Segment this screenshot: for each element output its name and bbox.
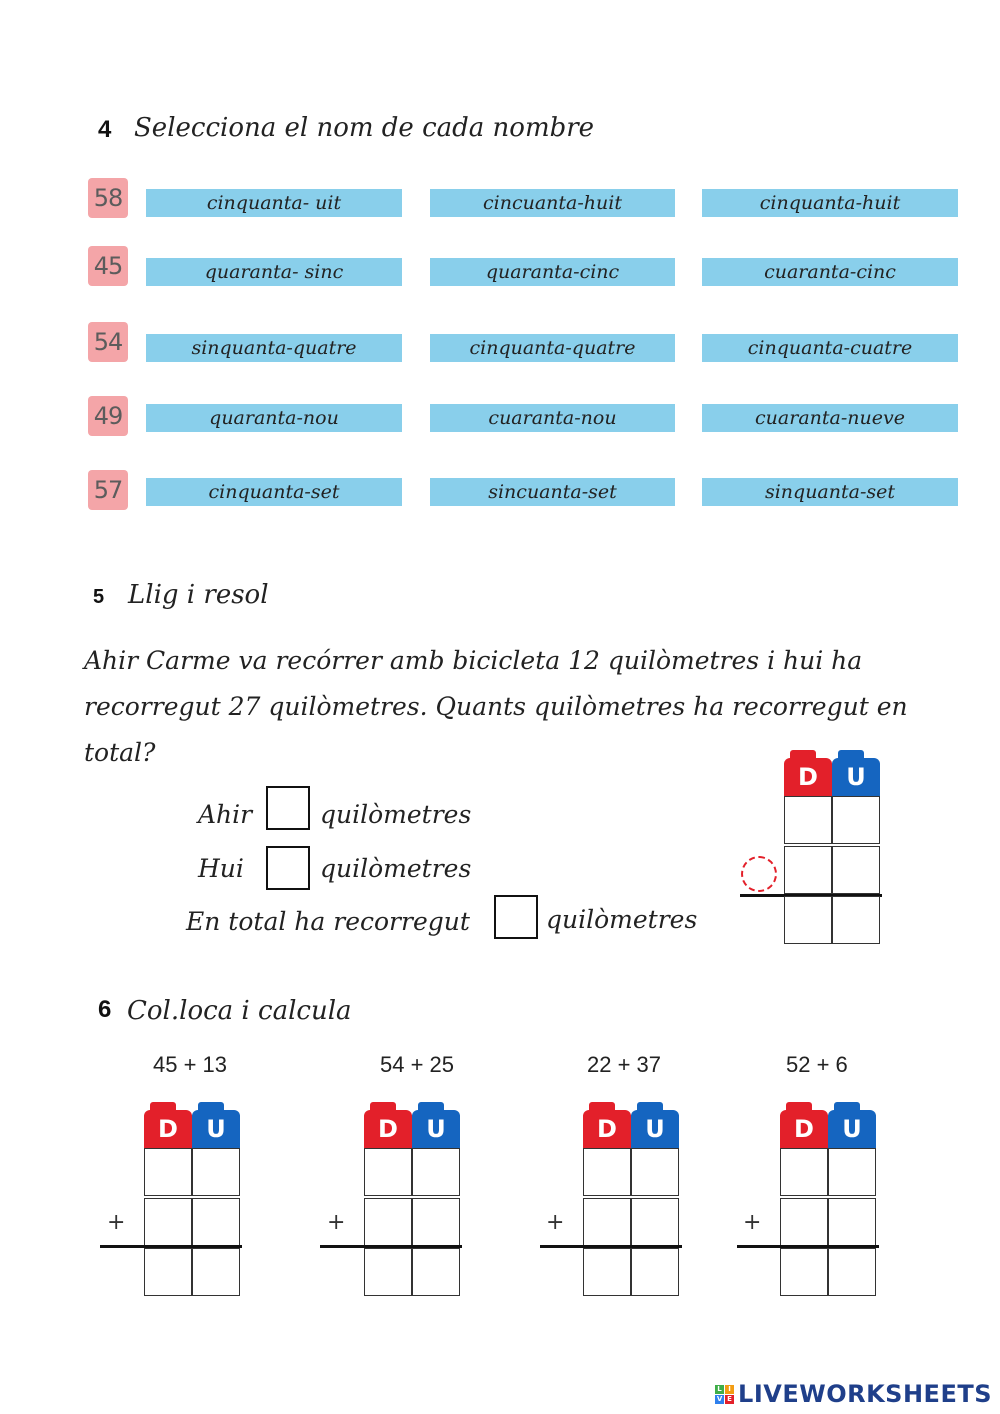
grid-cell[interactable]: [144, 1248, 192, 1296]
option-button[interactable]: cuaranta-nou: [430, 404, 675, 432]
tens-header: D: [364, 1110, 412, 1148]
liveworksheets-logo: [715, 1380, 992, 1408]
grid-cell[interactable]: [144, 1148, 192, 1196]
option-button[interactable]: cinquanta-quatre: [430, 334, 675, 362]
option-button[interactable]: cincuanta-huit: [430, 189, 675, 217]
logo-letter: L: [715, 1385, 724, 1394]
exercise-6-title: Col.loca i calcula: [127, 996, 352, 1026]
number-badge: 45: [88, 246, 128, 286]
grid-cell[interactable]: [583, 1198, 631, 1246]
grid-cell[interactable]: [631, 1148, 679, 1196]
exercise-5-title: Llig i resol: [128, 580, 269, 610]
option-button[interactable]: cinquanta-huit: [702, 189, 958, 217]
plus-sign: +: [107, 1210, 126, 1235]
units-header: U: [631, 1110, 679, 1148]
option-button[interactable]: quaranta-nou: [146, 404, 402, 432]
grid-cell[interactable]: [364, 1248, 412, 1296]
option-button[interactable]: cuaranta-nueve: [702, 404, 958, 432]
units-header: U: [412, 1110, 460, 1148]
grid-cell[interactable]: [412, 1148, 460, 1196]
option-button[interactable]: sinquanta-quatre: [146, 334, 402, 362]
grid-cell[interactable]: [192, 1148, 240, 1196]
grid-cell[interactable]: [780, 1198, 828, 1246]
answer-unit: quilòmetres: [320, 854, 472, 883]
grid-cell[interactable]: [828, 1148, 876, 1196]
problem-line: recorregut 27 quilòmetres. Quants quilòmetres ha recorregut en: [84, 692, 908, 721]
carry-circle: [741, 856, 777, 892]
answer-input-hui[interactable]: [266, 846, 310, 890]
problem-line: Ahir Carme va recórrer amb bicicleta 12 quilòmetres i hui ha: [84, 646, 863, 675]
units-header: U: [828, 1110, 876, 1148]
option-button[interactable]: quaranta-cinc: [430, 258, 675, 286]
plus-sign: +: [327, 1210, 346, 1235]
answer-label-hui: Hui: [198, 854, 244, 883]
answer-input-ahir[interactable]: [266, 786, 310, 830]
grid-cell[interactable]: [192, 1198, 240, 1246]
tens-header: D: [144, 1110, 192, 1148]
logo-letter: V: [716, 1394, 723, 1403]
grid-cell[interactable]: [144, 1198, 192, 1246]
problem-text: [84, 638, 964, 776]
option-button[interactable]: cinquanta-cuatre: [702, 334, 958, 362]
grid-cell[interactable]: [784, 846, 832, 894]
grid-cell[interactable]: [631, 1248, 679, 1296]
grid-cell[interactable]: [832, 846, 880, 894]
exercise-6-number: 6: [98, 996, 112, 1023]
logo-letter: E: [725, 1395, 734, 1404]
tens-header: D: [780, 1110, 828, 1148]
grid-cell[interactable]: [364, 1148, 412, 1196]
number-badge: 58: [88, 178, 128, 218]
units-header: U: [832, 758, 880, 796]
logo-mark-icon: [715, 1385, 734, 1404]
answer-input-total[interactable]: [494, 895, 538, 939]
grid-cell[interactable]: [832, 796, 880, 844]
answer-unit: quilòmetres: [546, 905, 698, 934]
option-button[interactable]: sincuanta-set: [430, 478, 675, 506]
option-button[interactable]: cinquanta- uit: [146, 189, 402, 217]
grid-cell[interactable]: [583, 1248, 631, 1296]
number-badge: 49: [88, 396, 128, 436]
option-button[interactable]: quaranta- sinc: [146, 258, 402, 286]
expression: 54 + 25: [380, 1052, 455, 1077]
grid-cell[interactable]: [828, 1198, 876, 1246]
tens-header: D: [784, 758, 832, 796]
option-button[interactable]: cuaranta-cinc: [702, 258, 958, 286]
logo-letter: I: [725, 1385, 734, 1394]
grid-cell[interactable]: [780, 1148, 828, 1196]
grid-cell[interactable]: [832, 896, 880, 944]
number-badge: 57: [88, 470, 128, 510]
grid-cell[interactable]: [828, 1248, 876, 1296]
tens-header: D: [583, 1110, 631, 1148]
grid-cell[interactable]: [192, 1248, 240, 1296]
plus-sign: +: [546, 1210, 565, 1235]
number-badge: 54: [88, 322, 128, 362]
grid-cell[interactable]: [364, 1198, 412, 1246]
expression: 45 + 13: [153, 1052, 228, 1077]
expression: 22 + 37: [587, 1052, 662, 1077]
grid-cell[interactable]: [780, 1248, 828, 1296]
brand-text: LIVEWORKSHEETS: [738, 1380, 992, 1408]
answer-unit: quilòmetres: [320, 800, 472, 829]
option-button[interactable]: sinquanta-set: [702, 478, 958, 506]
plus-sign: +: [743, 1210, 762, 1235]
grid-cell[interactable]: [631, 1198, 679, 1246]
option-button[interactable]: cinquanta-set: [146, 478, 402, 506]
answer-label-total: En total ha recorregut: [186, 907, 470, 936]
units-header: U: [192, 1110, 240, 1148]
grid-cell[interactable]: [412, 1248, 460, 1296]
exercise-4-number: 4: [98, 116, 112, 143]
grid-cell[interactable]: [784, 896, 832, 944]
expression: 52 + 6: [786, 1052, 848, 1077]
answer-label-ahir: Ahir: [198, 800, 253, 829]
grid-cell[interactable]: [583, 1148, 631, 1196]
problem-line: total?: [84, 738, 156, 767]
grid-cell[interactable]: [412, 1198, 460, 1246]
exercise-4-title: Selecciona el nom de cada nombre: [134, 113, 595, 143]
exercise-5-number: 5: [93, 586, 105, 608]
grid-cell[interactable]: [784, 796, 832, 844]
